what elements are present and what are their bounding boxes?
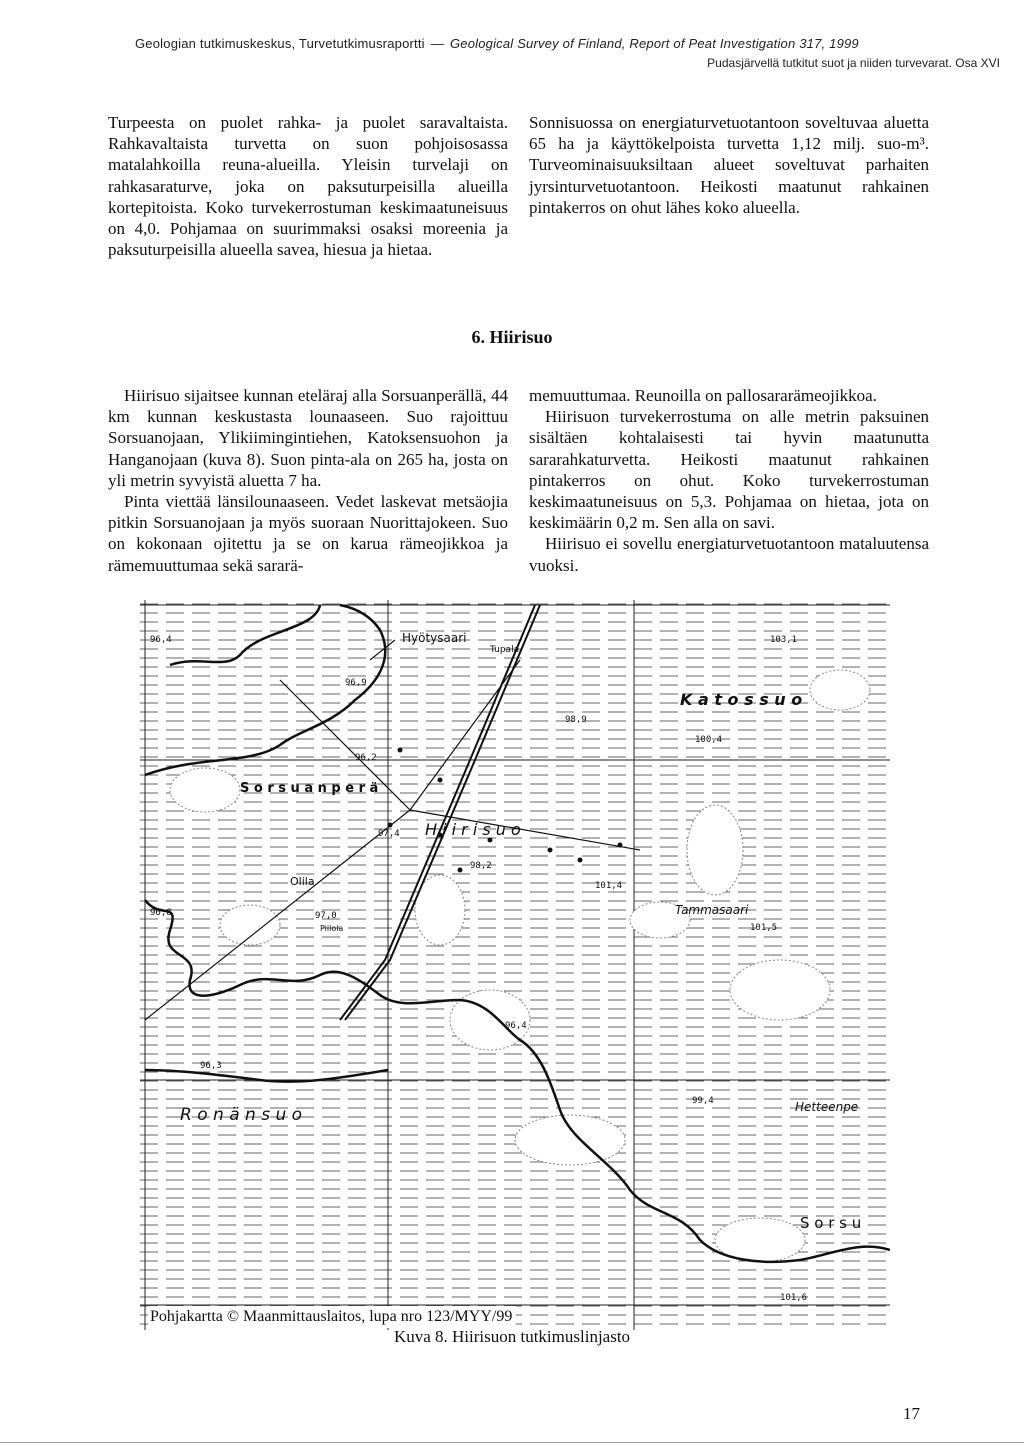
- elevation-label: 96,4: [150, 635, 172, 645]
- map-label-ronansuo: R o n ä n s u o: [180, 1105, 303, 1125]
- section-left-paragraph: Hiirisuo sijaitsee kunnan eteläraj alla Sorsuanperällä, 44 km kunnan keskustasta lounaaseen. Suo rajoittuu Sorsuanojaan, Ylikiimingintiehen, Katoksensuohon ja Hanganojaan (kuva 8). Suon pinta-ala on 265 ha, josta on yli metrin syvyistä aluetta 7 ha.: [108, 386, 508, 490]
- running-header-line2: Pudasjärvellä tutkitut suot ja niiden turvevarat. Osa XVI: [707, 56, 1000, 70]
- page-number: 17: [903, 1404, 920, 1423]
- elevation-label: 96,2: [355, 753, 377, 763]
- intro-right-column: [529, 112, 929, 218]
- study-area-map: [140, 600, 890, 1330]
- elevation-label: 97,4: [378, 829, 400, 839]
- map-label-tupala: Tupala: [490, 645, 520, 655]
- intro-left-column: [108, 112, 508, 260]
- elevation-label: 101,4: [595, 881, 623, 891]
- header-separator: —: [430, 36, 444, 51]
- section-right-paragraph: memuuttumaa. Reunoilla on pallosararämeojikkoa.: [529, 386, 877, 405]
- map-label-piilola: Piilola: [320, 924, 344, 933]
- map-label-olila: Olila: [290, 875, 315, 888]
- map-label-katossuo: K a t o s s u o: [680, 690, 803, 709]
- section-left-paragraph: Pinta viettää länsilounaaseen. Vedet laskevat metsäojia pitkin Sorsuanojaan ja myös suoraan Nuorittajokeen. Suo on kokonaan ojitettu ja se on karua rämeojikkoa ja rämemuuttumaa sekä sararä-: [108, 492, 508, 575]
- map-label-hetteenpe: Hetteenpe: [795, 1100, 859, 1114]
- map-label-hiirisuo: H i i r i s u o: [425, 820, 521, 839]
- figure-caption: Kuva 8. Hiirisuon tutkimuslinjasto: [393, 1327, 631, 1346]
- section-right-column: [529, 385, 929, 576]
- intro-left-paragraph: Turpeesta on puolet rahka- ja puolet saravaltaista. Rahkavaltaista turvetta on suon pohjoisosassa matalahkoilla reuna-alueilla. Yleisin turvelaji on rahkasaraturve, joka on paksuturpeisilla alueilla kortepitoista. Koko turvekerrostuman keskimaatuneisuus on 4,0. Pohjamaa on suurimmaksi osaksi moreenia ja paksuturpeisilla alueella savea, hiesua ja hietaa.: [108, 113, 508, 260]
- map-label-sorsua: S o r s u: [800, 1214, 862, 1232]
- map-label-sorsuanpera: S o r s u a n p e r ä: [240, 781, 379, 796]
- section-right-paragraph: Hiirisuon turvekerrostuma on alle metrin paksuinen sisältäen kohtalaisesti tai hyvin maatunutta sararahkaturvetta. Heikosti maatunut rahkainen pintakerros on ohut. Koko turvekerrostuman keskimaatuneisuus on 5,3. Pohjamaa on hietaa, jota on keskimäärin 0,2 m. Sen alla on savi.: [529, 407, 929, 533]
- elevation-label: 98,9: [565, 715, 587, 725]
- header-finnish: Geologian tutkimuskeskus, Turvetutkimusraportti: [135, 36, 425, 51]
- elevation-label: 96,9: [345, 678, 367, 688]
- elevation-label: 99,4: [692, 1096, 714, 1106]
- elevation-label: 97,0: [315, 911, 337, 921]
- elevation-label: 101,5: [750, 923, 778, 933]
- header-english: Geological Survey of Finland, Report of Peat Investigation 317, 1999: [449, 36, 859, 51]
- map-credit: Pohjakartta © Maanmittauslaitos, lupa nro 123/MYY/99: [148, 1306, 516, 1328]
- running-header-line1: [135, 36, 1015, 51]
- section-left-column: [108, 385, 508, 576]
- elevation-label: 96,4: [505, 1021, 527, 1031]
- elevation-label: 100,4: [695, 735, 723, 745]
- intro-right-paragraph: Sonnisuossa on energiaturvetuotantoon soveltuvaa aluetta 65 ha ja käyttökelpoista turvetta 1,12 milj. suo-m³. Turveominaisuuksiltaan alueet soveltuvat parhaiten jyrsinturvetuotantoon. Heikosti maatunut rahkainen pintakerros on ohut lähes koko alueella.: [529, 113, 929, 217]
- section-title: 6. Hiirisuo: [471, 327, 553, 347]
- map-label-tammasaari: Tammasaari: [675, 903, 749, 917]
- elevation-label: 103,1: [770, 635, 798, 645]
- map-figure: [140, 600, 890, 1330]
- section-right-paragraph: Hiirisuo ei sovellu energiaturvetuotantoon mataluutensa vuoksi.: [529, 534, 929, 575]
- elevation-label: 98,2: [470, 861, 492, 871]
- bottom-rule: [0, 1442, 1024, 1443]
- map-label-hyotysaari: Hyötysaari: [402, 631, 467, 645]
- elevation-label: 96,3: [200, 1061, 222, 1071]
- elevation-label: 101,6: [780, 1293, 808, 1303]
- elevation-label: 96,8: [150, 908, 172, 918]
